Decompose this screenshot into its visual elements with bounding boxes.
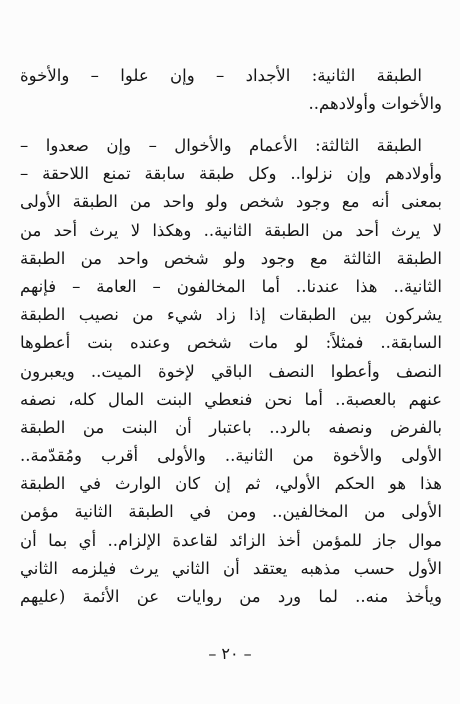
paragraph-second-class: [20, 62, 442, 118]
text-line: الأول حسب مذهبه يعتقد أن الثاني يرث فيلزمه الثاني: [20, 558, 442, 578]
text-line: عنهم بالعصبة.. أما نحن فنعطي البنت المال كله، نصفه: [20, 389, 442, 409]
text-line: لا يرث أحد من الطبقة الثانية.. وهكذا لا يرث أحد من: [20, 220, 442, 240]
text-line: موال جاز للمؤمن أخذ الزائد لقاعدة الإلزام.. أي بما أن: [20, 530, 442, 550]
text-line: الأولى من المخالفين.. ومن في الطبقة الثانية مؤمن: [20, 502, 442, 522]
text-line: الثانية.. هذا عندنا.. أما المخالفون – العامة – فإنهم: [20, 276, 442, 296]
text-line: وأولادهم وإن نزلوا.. وكل طبقة سابقة تمنع اللاحقة –: [20, 164, 442, 184]
text-line: هذا هو الحكم الأولي، ثم إن كان الوارث في الطبقة: [20, 474, 442, 494]
text-line: والأخوات وأولادهم..: [308, 94, 442, 114]
text-line: بالفرض ونصفه بالرد.. باعتبار أن البنت من الطبقة: [20, 417, 442, 437]
text-line: يشركون بين الطبقات إذا زاد شيء من نصيب الطبقة: [20, 305, 442, 325]
text-line: النصف وأعطوا النصف الباقي لإخوة الميت.. ويعبرون: [20, 361, 442, 381]
text-line: السابقة.. فمثلاً: لو مات شخص وعنده بنت أعطوها: [20, 333, 442, 353]
text-line: بمعنى أنه مع وجود شخص ولو واحد من الطبقة الأولى: [20, 192, 442, 212]
text-line: الطبقة الثالثة: الأعمام والأخوال – وإن صعدوا –: [20, 136, 422, 155]
text-line: ويأخذ منه.. لما ورد من روايات عن الأئمة (عليهم: [20, 587, 442, 606]
text-line: الطبقة الثانية: الأجداد – وإن علوا – والأخوة: [20, 66, 422, 85]
text-line: الطبقة الثالثة مع وجود ولو شخص واحد من الطبقة: [20, 248, 442, 268]
page-number: – ٢٠ –: [208, 644, 252, 663]
paragraph-third-class: [20, 132, 442, 611]
text-line: الأولى والأخوة من الثانية.. والأولى أقرب ومُقدّمة..: [20, 446, 442, 466]
